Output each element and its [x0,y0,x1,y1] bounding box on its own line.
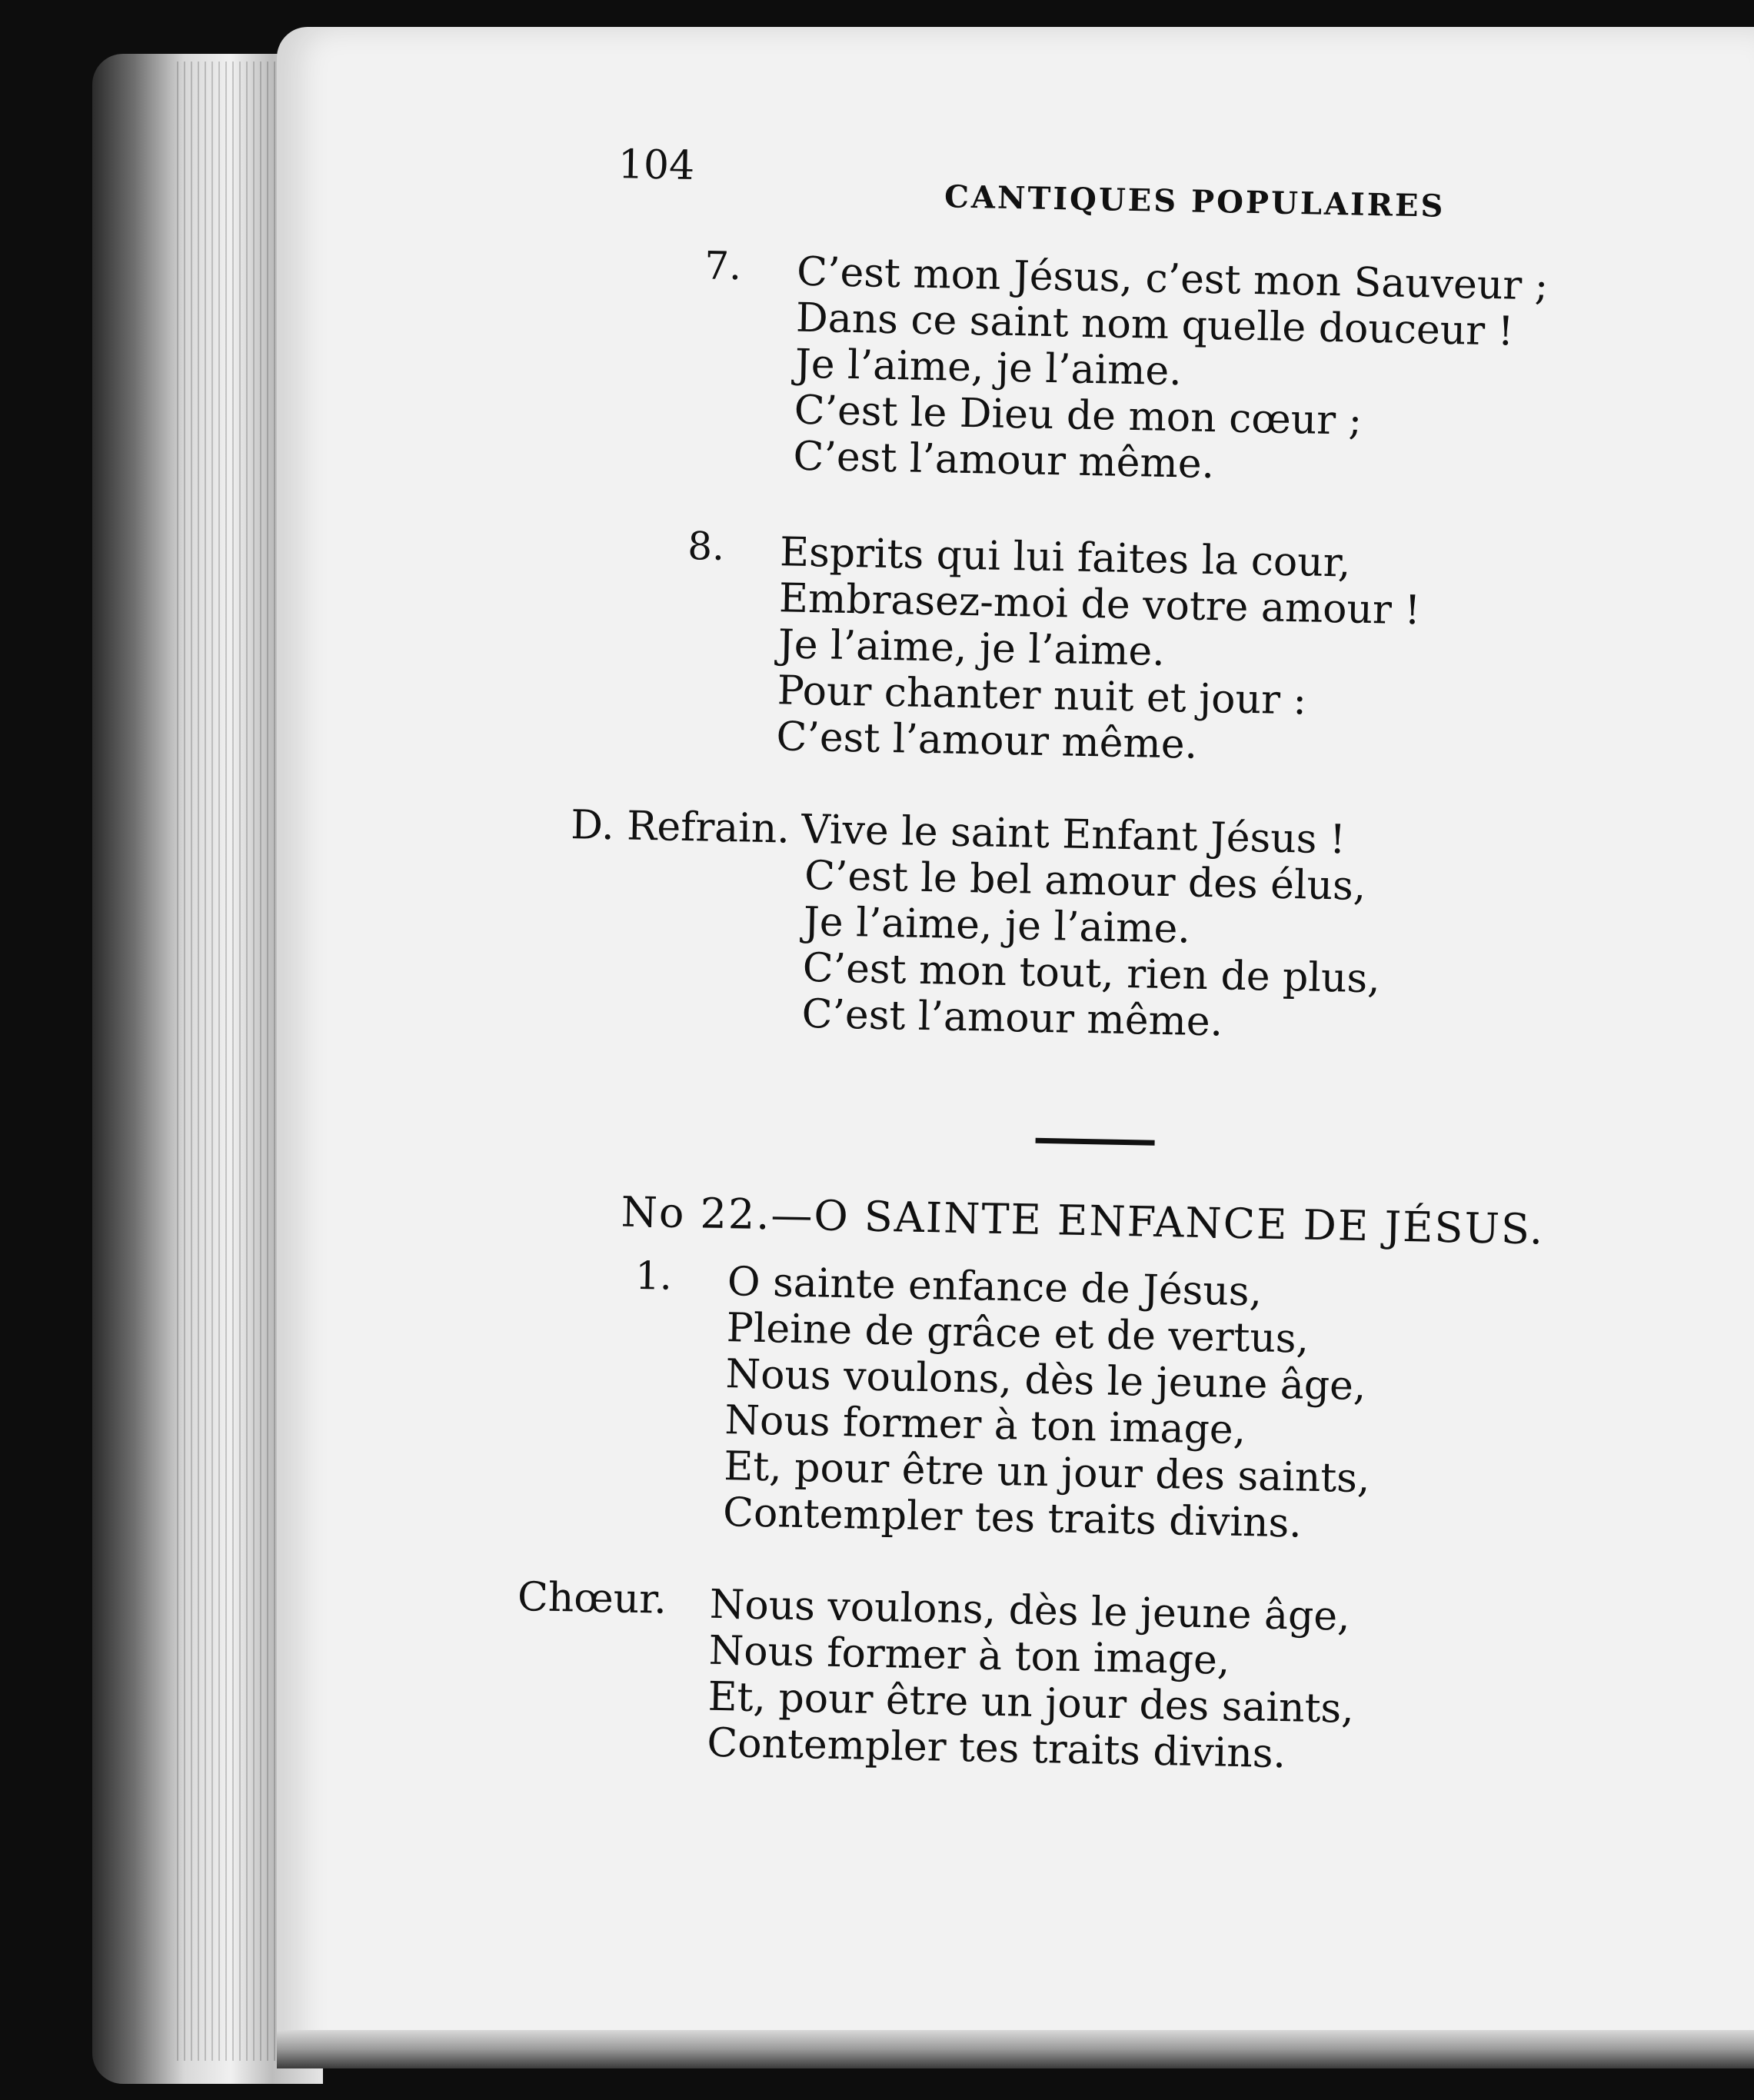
stanza-line: Contempler tes traits divins. [722,1489,1303,1547]
stanza-line: Je l’aime, je l’aime. [794,341,1183,395]
stanza-line: Dans ce saint nom quelle douceur ! [795,295,1515,355]
refrain-line: C’est le bel amour des élus, [804,852,1366,910]
stanza-line: Esprits qui lui faites la cour, [779,529,1351,587]
stanza-line: O sainte enfance de Jésus, [727,1259,1263,1316]
choeur-line: Et, pour être un jour des saints, [707,1673,1355,1732]
hymn-stanza-1 [723,1259,1374,1548]
choeur-line: Contempler tes traits divins. [706,1719,1286,1778]
choeur-label: Chœur. [517,1573,667,1623]
stanza-line: Nous former à ton image, [724,1397,1246,1454]
refrain-line: C’est l’amour même. [801,990,1223,1046]
refrain-label: D. Refrain. [570,802,790,853]
stanza-line: Pour chanter nuit et jour : [777,667,1307,724]
section-divider [1036,1138,1155,1146]
refrain-line: Je l’aime, je l’aime. [803,898,1191,953]
stanza-line: Nous voulons, dès le jeune âge, [725,1351,1366,1410]
stanza-line: Et, pour être un jour des saints, [723,1443,1371,1503]
stanza-8-number: 8. [687,523,725,569]
refrain-line: C’est mon tout, rien de plus, [802,944,1381,1003]
stanza-line: C’est l’amour même. [793,433,1215,488]
hymn-title: No 22.—O SAINTE ENFANCE DE JÉSUS. [621,1187,1545,1254]
choeur-line: Nous voulons, dès le jeune âge, [709,1581,1351,1640]
page-number: 104 [617,141,695,190]
stanza-line: C’est mon Jésus, c’est mon Sauveur ; [796,248,1549,310]
stanza-line: Pleine de grâce et de vertus, [726,1305,1310,1363]
hymn-stanza-1-number: 1. [634,1253,673,1299]
choeur-line: Nous former à ton image, [708,1627,1230,1684]
running-head: CANTIQUES POPULAIRES [944,178,1446,225]
stanza-7-number: 7. [704,243,742,289]
stanza-7 [793,249,1549,494]
stanza-line: C’est l’amour même. [776,714,1198,768]
stanza-line: Je l’aime, je l’aime. [777,621,1166,675]
choeur [707,1582,1356,1779]
stanza-8 [776,529,1422,772]
stanza-line: C’est le Dieu de mon cœur ; [794,387,1363,444]
stanza-line: Embrasez-moi de votre amour ! [778,575,1421,634]
refrain-line: Vive le saint Enfant Jésus ! [800,806,1346,864]
refrain [797,807,1383,1048]
